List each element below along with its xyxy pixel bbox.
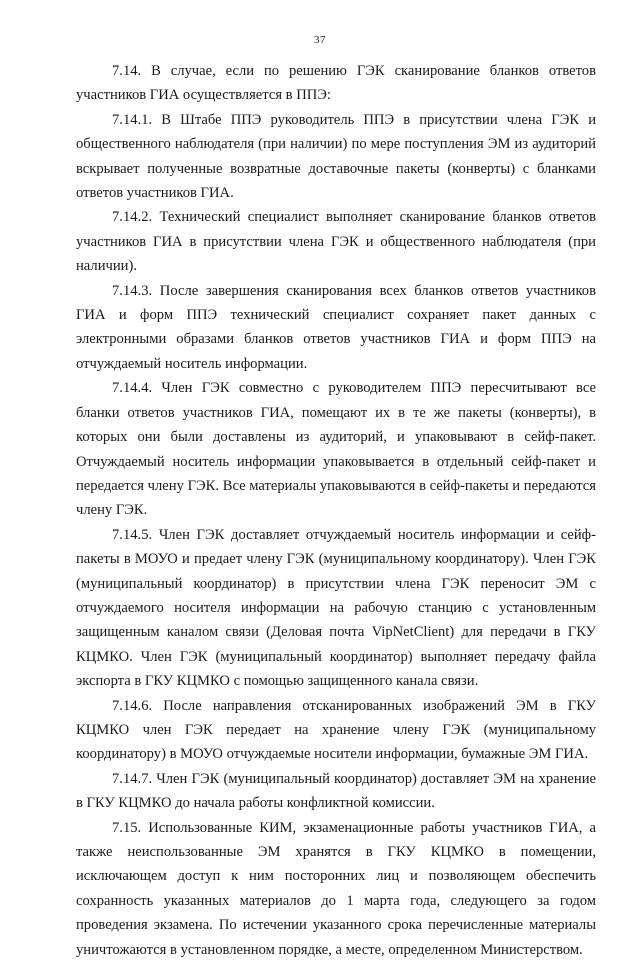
- paragraph-7-14-6: 7.14.6. После направления отсканированных изображений ЭМ в ГКУ КЦМКО член ГЭК передает на хранение члену ГЭК (муниципальному координатору) в МОУО отчуждаемые носители информации, бумажные ЭМ ГИА.: [76, 697, 596, 763]
- paragraph-7-14-3: 7.14.3. После завершения сканирования всех бланков ответов участников ГИА и форм ППЭ технический специалист сохраняет пакет данных с электронными образами бланков ответов участников ГИА и форм ППЭ на отчуждаемый носитель информации.: [76, 282, 596, 372]
- paragraph-7-14-7: 7.14.7. Член ГЭК (муниципальный координатор) доставляет ЭМ на хранение в ГКУ КЦМКО до начала работы конфликтной комиссии.: [76, 770, 596, 812]
- page-number: 37: [314, 34, 326, 46]
- paragraph-7-14: 7.14. В случае, если по решению ГЭК сканирование бланков ответов участников ГИА осуществляется в ППЭ:: [76, 63, 596, 104]
- paragraph-7-15: 7.15. Использованные КИМ, экзаменационные работы участников ГИА, а также неиспользованные ЭМ хранятся в ГКУ КЦМКО в помещении, исключающем доступ к ним посторонних лиц и позволяющем обеспечить сохранность указанных материалов до 1 марта года, следующего за годом проведения экзамена. По истечении указанного срока перечисленные материалы уничтожаются в установленном порядке, а месте, определенном Министерством.: [76, 819, 596, 958]
- paragraph-7-14-5: 7.14.5. Член ГЭК доставляет отчуждаемый носитель информации и сейф-пакеты в МОУО и предает члену ГЭК (муниципальному координатору). Член ГЭК (муниципальный координатор) в присутствии члена ГЭК переносит ЭМ с отчуждаемого носителя информации на рабочую станцию с установленным защищенным каналом связи (Деловая почта VipNetClient) для передачи в ГКУ КЦМКО. Член ГЭК (муниципальный координатор) выполняет передачу файла экспорта в ГКУ КЦМКО с помощью защищенного канала связи.: [76, 526, 596, 690]
- paragraph-7-14-2: 7.14.2. Технический специалист выполняет сканирование бланков ответов участников ГИА в присутствии члена ГЭК и общественного наблюдателя (при наличии).: [76, 209, 596, 275]
- paragraph-7-14-4: 7.14.4. Член ГЭК совместно с руководителем ППЭ пересчитывают все бланки ответов участников ГИА, помещают их в те же пакеты (конверты), в которых они были доставлены из аудиторий, и упаковывают в сейф-пакет. Отчуждаемый носитель информации упаковывается в отдельный сейф-пакет и передается члену ГЭК. Все материалы упаковываются в сейф-пакеты и передаются члену ГЭК.: [76, 380, 596, 519]
- document-body: [76, 59, 596, 962]
- paragraph-7-14-1: 7.14.1. В Штабе ППЭ руководитель ППЭ в присутствии члена ГЭК и общественного наблюдателя (при наличии) по мере поступления ЭМ из аудиторий вскрывает полученные возвратные доставочные пакеты (конверты) с бланками ответов участников ГИА.: [76, 111, 596, 202]
